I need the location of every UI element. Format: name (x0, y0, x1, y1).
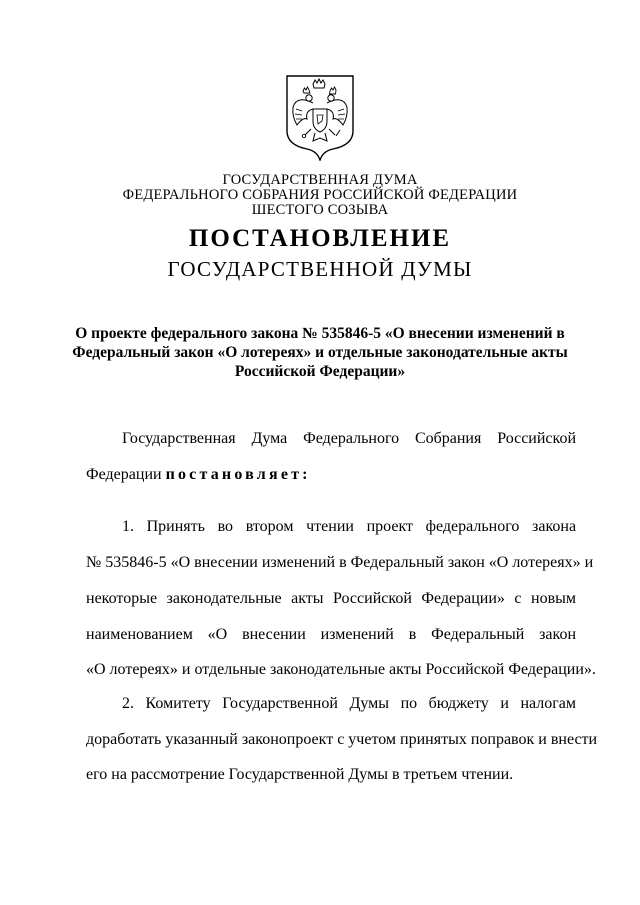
resolves-word: постановляет: (165, 466, 311, 483)
subject-line: О проекте федерального закона № 535846-5 «О внесении изменений в (75, 325, 565, 342)
document-title: ПОСТАНОВЛЕНИЕ (188, 225, 452, 252)
item-1-line: некоторые законодательные акты Российской Федерации» с новым (86, 590, 576, 607)
org-name-line1: ГОСУДАРСТВЕННАЯ ДУМА (222, 172, 418, 188)
org-name-line2: ФЕДЕРАЛЬНОГО СОБРАНИЯ РОССИЙСКОЙ ФЕДЕРАЦИИ (122, 187, 518, 203)
preamble-line: Федерации постановляет: (86, 466, 311, 483)
item-1-line: наименованием «О внесении изменений в Федеральный закон (86, 626, 577, 643)
convocation: ШЕСТОГО СОЗЫВА (251, 202, 389, 218)
item-1-line: «О лотереях» и отдельные законодательные акты Российской Федерации». (86, 661, 596, 678)
state-emblem-icon (283, 73, 357, 161)
preamble-line: Государственная Дума Федерального Собрания Российской (122, 430, 577, 447)
item-1-line: 1. Принять во втором чтении проект федерального закона (122, 518, 577, 535)
item-1-line: № 535846-5 «О внесении изменений в Федеральный закон «О лотереях» и (86, 554, 594, 571)
subject-line: Федеральный закон «О лотереях» и отдельные законодательные акты (72, 344, 568, 361)
document-subtitle: ГОСУДАРСТВЕННОЙ ДУМЫ (167, 257, 473, 281)
subject-line: Российской Федерации» (234, 363, 406, 380)
item-2-line: доработать указанный законопроект с учетом принятых поправок и внести (86, 731, 598, 748)
item-2-line: 2. Комитету Государственной Думы по бюджету и налогам (122, 695, 577, 712)
item-2-line: его на рассмотрение Государственной Думы в третьем чтении. (86, 766, 514, 783)
